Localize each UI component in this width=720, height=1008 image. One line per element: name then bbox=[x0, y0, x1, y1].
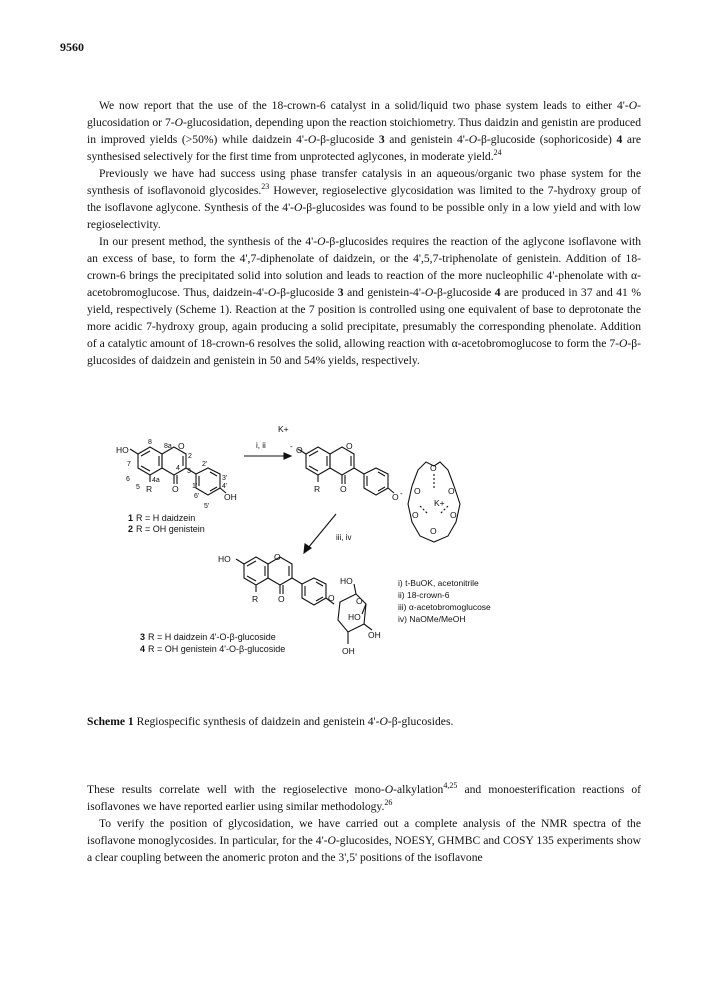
caption-label: Scheme 1 bbox=[87, 715, 134, 728]
arrow-label: i, ii bbox=[256, 441, 266, 450]
atom-number: 5 bbox=[136, 484, 140, 491]
crown-oxygen: O bbox=[448, 486, 455, 496]
paragraph: These results correlate well with the regioselective mono-O-alkylation$^{4,25}$ and monoesterification reactions of isoflavones we have reported earlier using similar methodology.$^{26}$ bbox=[87, 781, 641, 813]
atom-number: 4a bbox=[152, 477, 160, 484]
compound-label: 3 R = H daidzein 4'-O-β-glucoside bbox=[140, 632, 276, 642]
atom-label: O bbox=[278, 594, 285, 604]
reagent-item: iv) NaOMe/MeOH bbox=[398, 614, 466, 624]
atom-label: - bbox=[400, 489, 403, 498]
caption-text: Regiospecific synthesis of daidzein and genistein 4'-O-β-glucosides. bbox=[133, 715, 454, 728]
atom-label: R bbox=[146, 484, 153, 494]
paragraph: Previously we have had success using phase transfer catalysis in an aqueous/organic two phase system for the synthesis of isoflavonoid glycosides.$^{23}$ However, regioselective glycosidation was limited to the 7-hydroxy group of the isoflavone aglycone. Synthesis of the 4'-O-β-glucosides was found to be possible only in a low yield and with low regioselectivity. bbox=[87, 167, 641, 231]
atom-number: 7 bbox=[127, 461, 131, 468]
atom-label: R bbox=[252, 594, 259, 604]
atom-number: 4 bbox=[176, 465, 180, 472]
atom-number: 8 bbox=[148, 439, 152, 446]
atom-number: 3' bbox=[222, 475, 228, 482]
crown-oxygen: O bbox=[430, 526, 437, 536]
reagent-item: iii) α-acetobromoglucose bbox=[398, 602, 491, 612]
paragraph: To verify the position of glycosidation, we have carried out a complete analysis of the NMR spectra of the isoflavone monoglycosides. In particular, for the 4'-O-glucosides, NOESY, GHMBC and COSY 135 experiments show a clear coupling between the anomeric proton and the 3',5' positions of the isoflavone bbox=[87, 817, 641, 864]
atom-label: R bbox=[314, 484, 321, 494]
atom-label: HO bbox=[348, 612, 361, 622]
atom-label: O bbox=[172, 484, 179, 494]
atom-label: OH bbox=[342, 646, 355, 656]
crown-oxygen: O bbox=[450, 510, 457, 520]
crown-oxygen: O bbox=[430, 463, 437, 473]
page-number: 9560 bbox=[60, 40, 84, 54]
atom-number: 4' bbox=[222, 483, 228, 490]
atom-label: HO bbox=[218, 554, 231, 564]
compound-label: 2 R = OH genistein bbox=[128, 524, 205, 534]
scheme-drawing bbox=[100, 418, 620, 680]
crown-oxygen: O bbox=[412, 510, 419, 520]
atom-label: O bbox=[340, 484, 347, 494]
arrow-label: iii, iv bbox=[336, 533, 352, 542]
atom-label: OH bbox=[368, 630, 381, 640]
atom-number: 8a bbox=[164, 443, 172, 450]
body-text-bottom bbox=[87, 781, 641, 866]
atom-number: 1' bbox=[192, 483, 198, 490]
compound-label: 4 R = OH genistein 4'-O-β-glucoside bbox=[140, 644, 286, 654]
atom-label: O bbox=[296, 445, 303, 455]
scheme-caption bbox=[87, 715, 453, 728]
atom-label: O bbox=[392, 492, 399, 502]
atom-number: 6' bbox=[194, 493, 200, 500]
atom-label: O bbox=[356, 596, 363, 606]
atom-label: O bbox=[178, 441, 185, 451]
paragraph: We now report that the use of the 18-crown-6 catalyst in a solid/liquid two phase system leads to either 4'-O-glucosidation or 7-O-glucosidation, depending upon the reaction stoichiometry. Thus daidzin and genistin are produced in improved yields (>50%) while daidzein 4'-O-β-glucoside 3 and genistein 4'-O-β-glucoside (sophoricoside) 4 are synthesised selectively for the first time from unprotected aglycones, in moderate yield.$^{24}$ bbox=[87, 99, 641, 163]
atom-label: O bbox=[328, 593, 335, 603]
atom-label: O bbox=[274, 552, 281, 562]
atom-label: HO bbox=[116, 445, 129, 455]
paragraph: In our present method, the synthesis of the 4'-O-β-glucosides requires the reaction of the aglycone isoflavone with an excess of base, to form the 4',7-diphenolate of daidzein, or the 4',5,7-triphenolate of genistein. Addition of 18-crown-6 brings the precipitated solid into solution and leads to reaction of the more nucleophilic 4'-phenolate with α-acetobromoglucose. Thus, daidzein-4'-O-β-glucoside 3 and genistein-4'-O-β-glucoside 4 are produced in 37 and 41 % yield, respectively (Scheme 1). Reaction at the 7 position is controlled using one equivalent of base to deprotonate the more acidic 7-hydroxy group, again producing a solid precipitate, presumably the corresponding phenolate. Addition of a catalytic amount of 18-crown-6 resolves the solid, allowing reaction with α-acetobromoglucose to form the 7-O-β-glucosides of daidzein and genistein in 50 and 54% yields, respectively. bbox=[87, 235, 642, 367]
atom-number: 2 bbox=[188, 453, 192, 460]
reagent-item: i) t-BuOK, acetonitrile bbox=[398, 578, 479, 588]
atom-number: 5' bbox=[204, 503, 210, 510]
atom-label: OH bbox=[224, 492, 237, 502]
compound-label: 1 R = H daidzein bbox=[128, 513, 196, 523]
atom-label: O bbox=[346, 441, 353, 451]
atom-label: K+ bbox=[278, 424, 289, 434]
atom-label: - bbox=[290, 442, 293, 451]
scheme-figure bbox=[100, 418, 620, 680]
atom-number: 6 bbox=[126, 476, 130, 483]
atom-label: HO bbox=[340, 576, 353, 586]
atom-number: 2' bbox=[202, 461, 208, 468]
crown-oxygen: O bbox=[414, 486, 421, 496]
atom-number: 3 bbox=[187, 468, 191, 475]
reagent-item: ii) 18-crown-6 bbox=[398, 590, 450, 600]
potassium-label: K+ bbox=[434, 498, 445, 508]
body-text-top bbox=[87, 97, 641, 369]
